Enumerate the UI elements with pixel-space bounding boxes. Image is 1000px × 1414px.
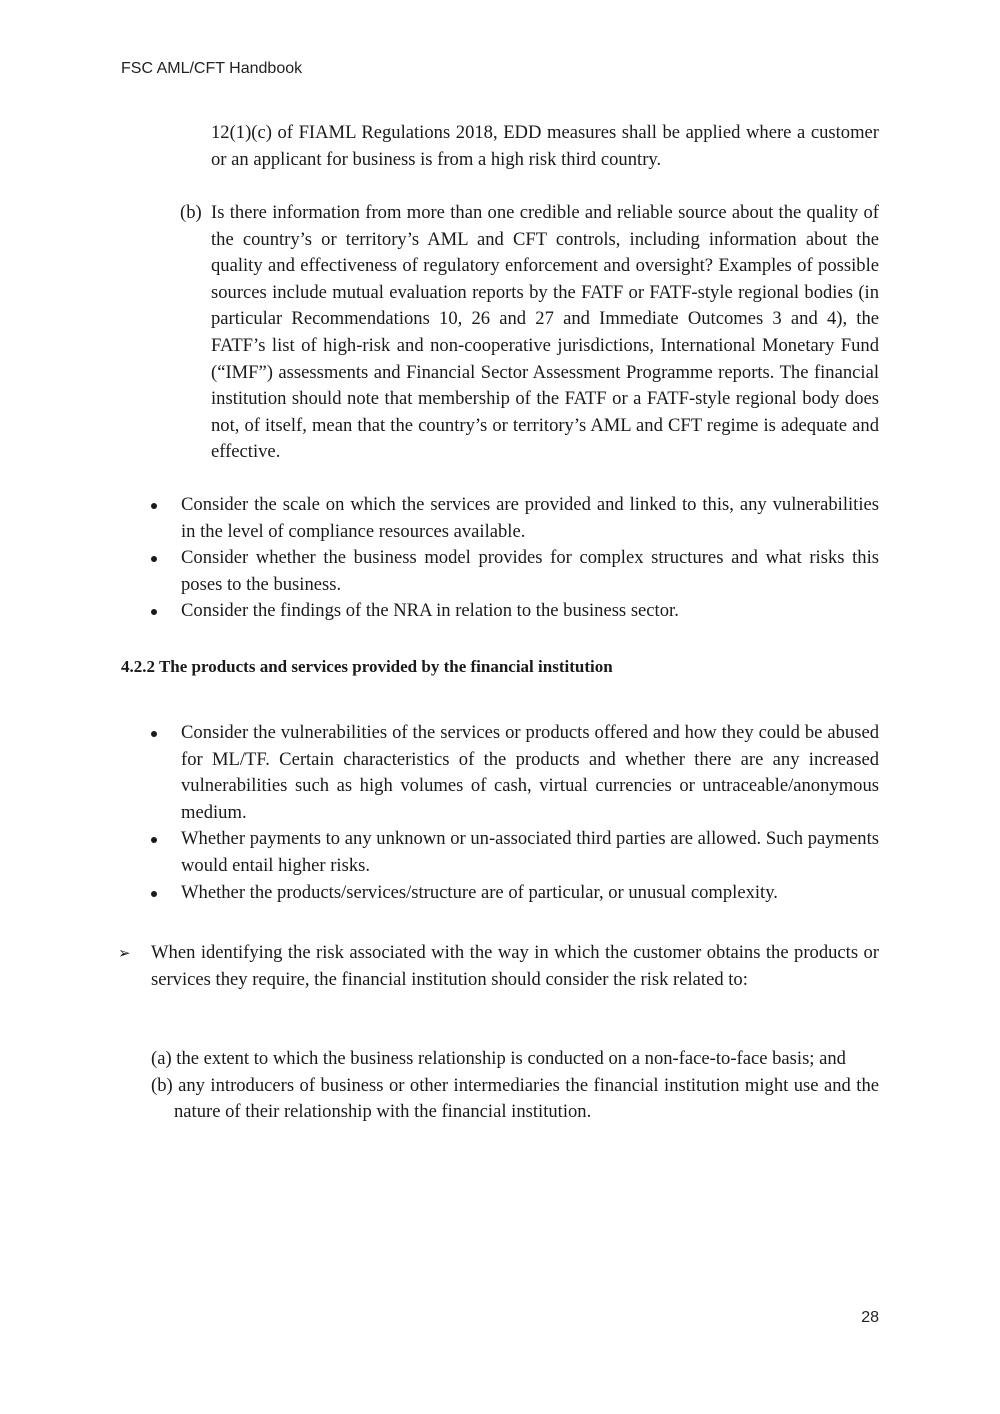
list-item-text: Consider the findings of the NRA in relation to the business sector.	[181, 600, 679, 622]
question-b-label: (b)	[180, 202, 202, 223]
page-header: FSC AML/CFT Handbook	[121, 60, 303, 77]
arrow-point	[118, 940, 879, 993]
list-item	[121, 492, 879, 545]
risk-sub-list	[151, 1046, 879, 1126]
continuation-paragraph: 12(1)(c) of FIAML Regulations 2018, EDD measures shall be applied where a customer or an applicant for business is from a high risk third country.	[211, 122, 879, 170]
list-item	[121, 545, 879, 598]
sub-item-a: (a) the extent to which the business relationship is conducted on a non-face-to-face basis; and	[151, 1048, 846, 1069]
question-b-text: Is there information from more than one credible and reliable source about the quality of the country’s or territory’s AML and CFT controls, including information about the quality and effectiveness of regulatory enforcement and oversight? Examples of possible sources include mutual evaluation reports by the FATF or FATF-style regional bodies (in particular Recommendations 10, 26 and 27 and Immediate Outcomes 3 and 4), the FATF’s list of high-risk and non-cooperative jurisdictions, International Monetary Fund (“IMF”) assessments and Financial Sector Assessment Programme reports. The financial institution should note that membership of the FATF or a FATF-style regional body does not, of itself, mean that the country’s or territory’s AML and CFT regime is adequate and effective.	[211, 202, 879, 463]
list-item-text: Whether payments to any unknown or un-associated third parties are allowed. Such payments would entail higher risks.	[181, 828, 879, 876]
list-item-text: Consider the vulnerabilities of the services or products offered and how they could be abused for ML/TF. Certain characteristics of the products and whether there are any increased vulnerabilities such as high volumes of cash, virtual currencies or untraceable/anonymous medium.	[181, 722, 879, 823]
list-item-text: Consider whether the business model provides for complex structures and what risks this poses to the business.	[181, 547, 879, 595]
bullet-icon	[121, 545, 181, 598]
bullet-icon	[121, 880, 181, 907]
bullet-icon	[121, 826, 181, 879]
list-item-text: Consider the scale on which the services are provided and linked to this, any vulnerabilities in the level of compliance resources available.	[181, 494, 879, 542]
bullet-icon	[121, 720, 181, 826]
question-b	[180, 200, 879, 466]
arrow-point-text: When identifying the risk associated with the way in which the customer obtains the products or services they require, the financial institution should consider the risk related to:	[151, 942, 879, 990]
list-item	[121, 880, 879, 907]
list-item	[121, 826, 879, 879]
bullet-icon	[121, 492, 181, 545]
products-bullet-list	[121, 720, 879, 906]
list-item	[121, 720, 879, 826]
list-item-text: Whether the products/services/structure are of particular, or unusual complexity.	[181, 881, 778, 903]
section-heading: 4.2.2 The products and services provided by the financial institution	[121, 657, 613, 676]
arrow-bullet-icon: ➢	[118, 944, 131, 962]
page-number: 28	[861, 1309, 879, 1326]
sub-item-b: (b) any introducers of business or other intermediaries the financial institution might use and the nature of their relationship with the financial institution.	[151, 1074, 879, 1123]
list-item	[121, 598, 879, 625]
general-bullet-list	[121, 492, 879, 625]
bullet-icon	[121, 598, 181, 625]
